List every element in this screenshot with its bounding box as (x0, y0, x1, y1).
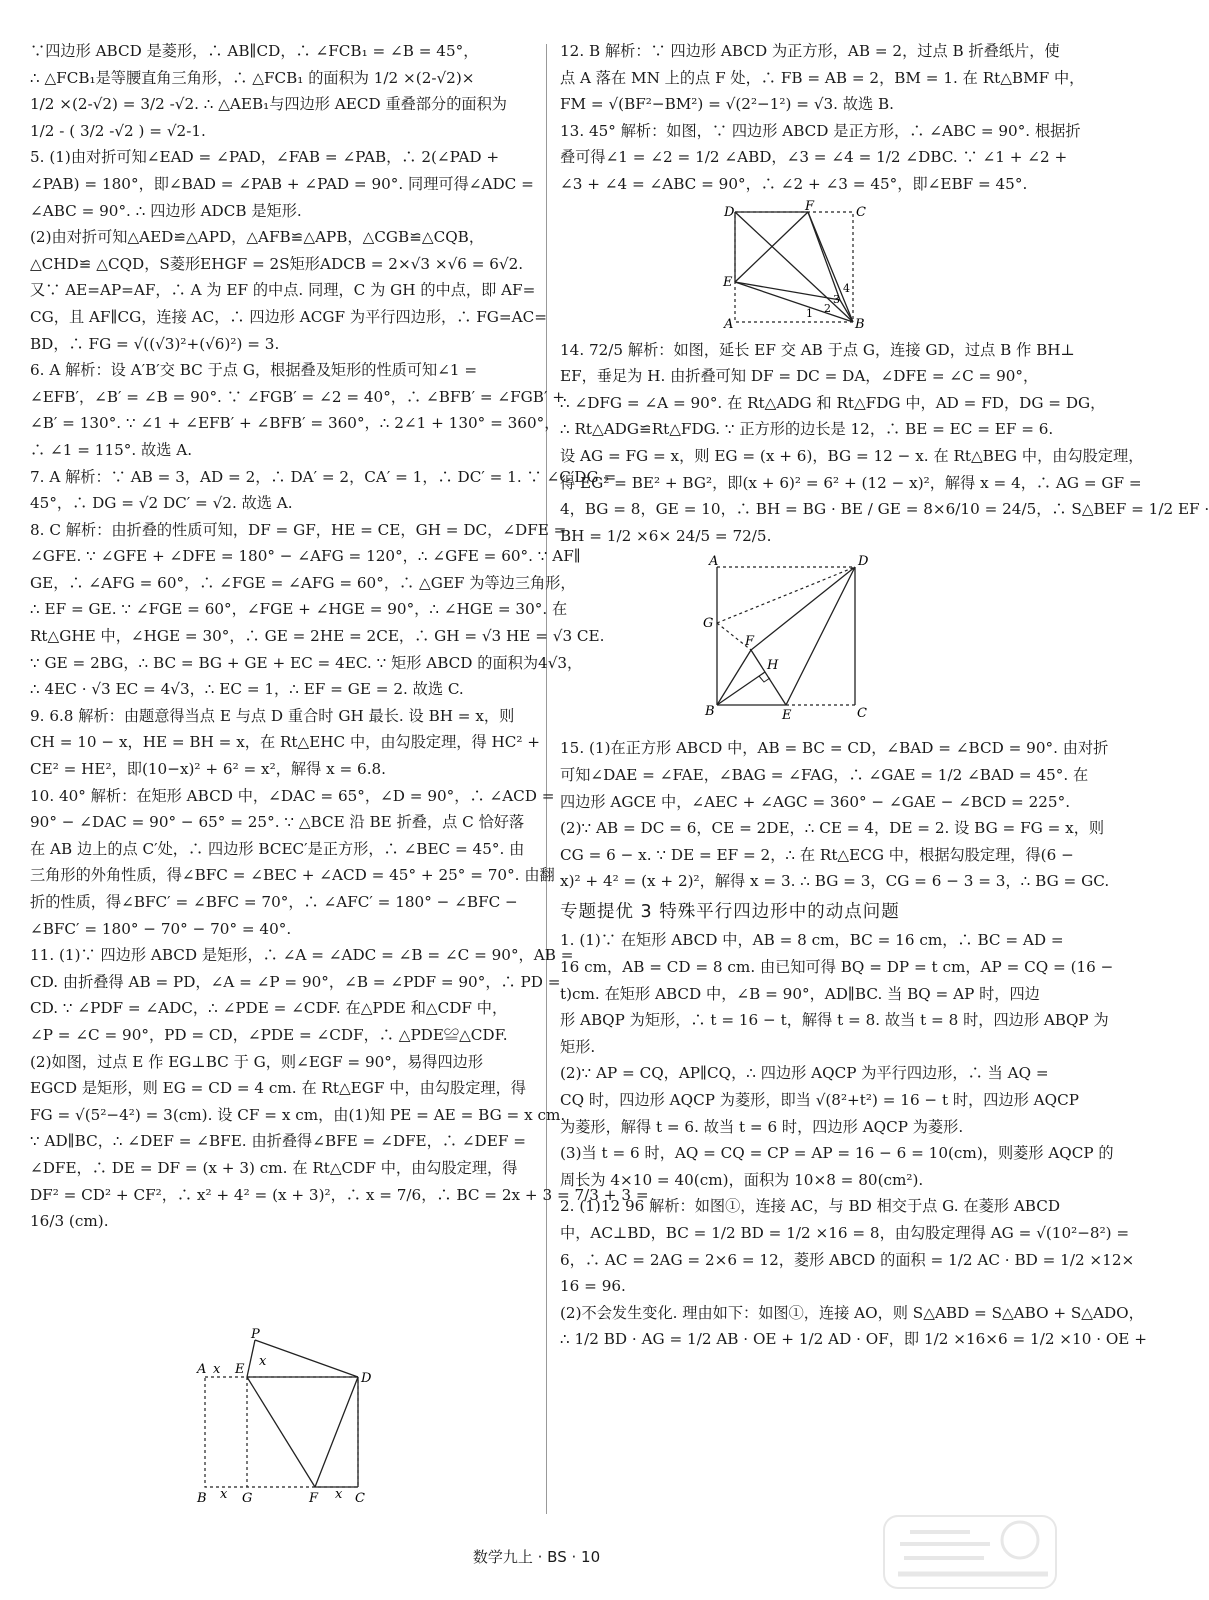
answer-14-line: BH = 1/2 ×6× 24/5 = 72/5. (560, 526, 772, 545)
fig14-label-e: E (782, 708, 792, 724)
left-text-line: ∴ ∠1 = 115°. 故选 A. (30, 440, 193, 459)
topic-3-line: 矩形. (560, 1037, 596, 1056)
answer-14-line: 4，BG = 8，GE = 10，∴ BH = BG · BE / GE = 8×6/10 = 24/5，∴ S△BEF = 1/2 EF · (560, 500, 1209, 519)
fig13-angle-4: 4 (843, 281, 850, 295)
left-text-line: CD. ∵ ∠PDF = ∠ADC，∴ ∠PDE = ∠CDF. 在△PDE 和△CDF 中， (30, 999, 508, 1018)
left-text-line: GE，∴ ∠AFG = 60°，∴ ∠FGE = ∠AFG = 60°，∴ △GEF 为等边三角形， (30, 573, 576, 592)
answer-15-line: x)² + 4² = (x + 2)²，解得 x = 3. ∴ BG = 3，CG = 6 − 3 = 3，∴ BG = GC. (560, 872, 1110, 891)
left-text-line: △CHD≌ △CQD，S菱形EHGF = 2S矩形ADCB = 2×√3 ×√6 = 6√2. (30, 254, 524, 273)
left-text-line: ∵ AD∥BC，∴ ∠DEF = ∠BFE. 由折叠得∠BFE = ∠DFE，∴ ∠DEF = (30, 1132, 526, 1151)
fig14-label-b: B (705, 704, 715, 720)
figure-14-square-fold (695, 555, 875, 725)
topic-3-line: (2)不会发生变化. 理由如下：如图①，连接 AO，则 S△ABD = S△ABO + S△ADO， (560, 1303, 1144, 1322)
topic-3-line: ∴ 1/2 BD · AG = 1/2 AB · OE + 1/2 AD · OF，即 1/2 ×16×6 = 1/2 ×10 · OE + (560, 1330, 1147, 1349)
left-text-line: 10. 40° 解析：在矩形 ABCD 中，∠DAC = 65°，∠D = 90°，∴ ∠ACD = (30, 786, 555, 805)
fig13-label-c: C (856, 204, 866, 220)
topic-3-line: 16 cm，AB = CD = 8 cm. 由已知可得 BQ = DP = t cm，AP = CQ = (16 − (560, 958, 1114, 977)
fig11-label-c: C (355, 1491, 365, 1506)
fig13-label-f: F (805, 198, 815, 214)
fig11-label-x-pe: x (259, 1354, 267, 1369)
fig13-label-a: A (724, 316, 734, 332)
fig14-label-f: F (745, 634, 755, 650)
fig11-label-b: B (197, 1491, 207, 1506)
left-text-line: ∴ △FCB₁是等腰直角三角形，∴ △FCB₁ 的面积为 1/2 ×(2-√2)× (30, 68, 475, 87)
fig11-label-p: P (251, 1327, 260, 1342)
left-text-line: ∴ EF = GE. ∵ ∠FGE = 60°，∠FGE + ∠HGE = 90°，∴ ∠HGE = 30°. 在 (30, 600, 568, 619)
topic-3-line: 形 ABQP 为矩形，∴ t = 16 − t，解得 t = 8. 故当 t = 8 时，四边形 ABQP 为 (560, 1011, 1109, 1030)
fig11-label-g: G (242, 1491, 253, 1506)
answer-15-line: (2)∵ AB = DC = 6，CE = 2DE，∴ CE = 4，DE = 2. 设 BG = FG = x，则 (560, 819, 1105, 838)
fig14-label-a: A (709, 554, 719, 570)
left-text-line: 9. 6.8 解析：由题意得当点 E 与点 D 重合时 GH 最长. 设 BH = x，则 (30, 706, 515, 725)
fig11-label-d: D (361, 1371, 372, 1386)
answer-15-line: 15. (1)在正方形 ABCD 中，AB = BC = CD，∠BAD = ∠BCD = 90°. 由对折 (560, 739, 1109, 758)
answer-15 (560, 735, 1110, 895)
page-footer: 数学九上 · BS · 10 (472, 1548, 601, 1566)
topic-3-line: 1. (1)∵ 在矩形 ABCD 中，AB = 8 cm，BC = 16 cm，∴ BC = AD = (560, 931, 1064, 950)
answer-15-line: 四边形 AGCE 中，∠AEC + ∠AGC = 360° − ∠GAE − ∠BCD = 225°. (560, 792, 1071, 811)
fig13-angle-3: 3 (833, 292, 840, 306)
left-text-line: 1/2 ×(2-√2) = 3/2 -√2. ∴ △AEB₁与四边形 AECD 重叠部分的面积为 (30, 95, 507, 114)
answer-12-13-line: FM = √(BF²−BM²) = √(2²−1²) = √3. 故选 B. (560, 95, 895, 114)
left-text-line: 5. (1)由对折可知∠EAD = ∠PAD，∠FAB = ∠PAB，∴ 2(∠PAD + (30, 148, 500, 167)
fig11-label-x-bottom-right: x (335, 1487, 343, 1502)
answer-14-line: ∴ ∠DFG = ∠A = 90°. 在 Rt△ADG 和 Rt△FDG 中，AD = FD，DG = DG， (560, 393, 1106, 412)
answer-14 (560, 337, 1209, 550)
fig11-label-f: F (309, 1491, 319, 1506)
figure-11-rectangle-fold (195, 1327, 381, 1512)
topic-3-line: 16 = 96. (560, 1277, 626, 1296)
answer-14-line: EF，垂足为 H. 由折叠可知 DF = DC = DA，∠DFE = ∠C = 90°， (560, 367, 1039, 386)
right-column (560, 38, 1209, 1353)
topic-3-line: (3)当 t = 6 时，AQ = CQ = CP = AP = 16 − 6 = 10(cm)，则菱形 AQCP 的 (560, 1144, 1114, 1163)
left-text-line: CG，且 AF∥CG，连接 AC，∴ 四边形 ACGF 为平行四边形，∴ FG=AC= (30, 307, 547, 326)
left-text-line: ∵ GE = 2BG，∴ BC = BG + GE + EC = 4EC. ∵ 矩形 ABCD 的面积为4√3， (30, 653, 583, 672)
left-text-line: Rt△GHE 中，∠HGE = 30°，∴ GE = 2HE = 2CE，∴ GH = √3 HE = √3 CE. (30, 627, 605, 646)
topic-3-line: 6，∴ AC = 2AG = 2×6 = 12，菱形 ABCD 的面积 = 1/2 AC · BD = 1/2 ×12× (560, 1250, 1135, 1269)
fig14-label-d: D (858, 554, 869, 570)
topic-3-line: 为菱形，解得 t = 6. 故当 t = 6 时，四边形 AQCP 为菱形. (560, 1117, 964, 1136)
left-text-line: 折的性质，得∠BFC′ = ∠BFC = 70°，∴ ∠AFC′ = 180° − ∠BFC − (30, 893, 518, 911)
left-text-line: DF² = CD² + CF²，∴ x² + 4² = (x + 3)²，∴ x = 7/6，∴ BC = 2x + 3 = 7/3 + 3 = (30, 1185, 649, 1204)
answer-12-13-line: 点 A 落在 MN 上的点 F 处，∴ FB = AB = 2，BM = 1. 在 Rt△BMF 中， (560, 68, 1085, 87)
left-text-line: ∠ABC = 90°. ∴ 四边形 ADCB 是矩形. (30, 201, 302, 220)
figure-13-square-fold (720, 198, 866, 332)
left-text-line: BD，∴ FG = √((√3)²+(√6)²) = 3. (30, 334, 280, 353)
fig11-label-x-top-left: x (213, 1362, 221, 1377)
left-text-line: 11. (1)∵ 四边形 ABCD 是矩形，∴ ∠A = ∠ADC = ∠B = ∠C = 90°，AB = (30, 946, 574, 965)
fig11-label-x-bottom-left: x (220, 1487, 228, 1502)
left-text-line: ∠B′ = 130°. ∵ ∠1 + ∠EFB′ + ∠BFB′ = 360°，∴ 2∠1 + 130° = 360°， (30, 414, 560, 433)
answer-12-13-line: 叠可得∠1 = ∠2 = 1/2 ∠ABD，∠3 = ∠4 = 1/2 ∠DBC. ∵ ∠1 + ∠2 + (560, 148, 1068, 167)
left-text-line: (2)由对折可知△AED≌△APD，△AFB≌△APB，△CGB≌△CQB， (30, 228, 485, 247)
fig13-angle-2: 2 (824, 301, 831, 315)
left-text-line: CE² = HE²，即(10−x)² + 6² = x²，解得 x = 6.8. (30, 760, 387, 779)
watermark-logo (880, 1510, 1060, 1594)
left-text-line: CH = 10 − x，HE = BH = x，在 Rt△EHC 中，由勾股定理，得 HC² + (30, 733, 540, 752)
left-text-line: 又∵ AE=AP=AF，∴ A 为 EF 的中点. 同理，C 为 GH 的中点，即 AF= (30, 281, 536, 300)
left-column (30, 38, 649, 1235)
left-text-line: ∠DFE，∴ DE = DF = (x + 3) cm. 在 Rt△CDF 中，由勾股定理，得 (30, 1158, 518, 1177)
fig14-label-c: C (857, 706, 867, 722)
left-text-line: FG = √(5²−4²) = 3(cm). 设 CF = x cm，由(1)知 PE = AE = BG = x cm. (30, 1105, 566, 1124)
topic-3-line: 2. (1)12 96 解析：如图①，连接 AC，与 BD 相交于点 G. 在菱形 ABCD (560, 1197, 1061, 1216)
answer-14-line: 14. 72/5 解析：如图，延长 EF 交 AB 于点 G，连接 GD，过点 B 作 BH⊥ (560, 340, 1075, 359)
left-text-line: ∠PAB) = 180°，即∠BAD = ∠PAB + ∠PAD = 90°. 同理可得∠ADC = (30, 174, 534, 193)
fig13-angle-1: 1 (806, 306, 813, 320)
fig13-label-e: E (723, 274, 733, 290)
answer-12-13-line: 12. B 解析：∵ 四边形 ABCD 为正方形，AB = 2，过点 B 折叠纸片，使 (560, 42, 1060, 60)
answer-12-13 (560, 38, 1085, 198)
left-text-line: ∠GFE. ∵ ∠GFE + ∠DFE = 180° − ∠AFG = 120°，∴ ∠GFE = 60°. ∵ AF∥ (30, 547, 581, 566)
fig11-label-a: A (197, 1362, 207, 1377)
left-text-line: CD. 由折叠得 AB = PD，∠A = ∠P = 90°，∠B = ∠PDF = 90°，∴ PD = (30, 972, 561, 991)
left-text-line: 在 AB 边上的点 C′处，∴ 四边形 BCEC′是正方形，∴ ∠BEC = 45°. 由 (30, 839, 525, 858)
left-text-line: 45°，∴ DG = √2 DC′ = √2. 故选 A. (30, 494, 293, 513)
topic-3-line: CQ 时，四边形 AQCP 为菱形，即当 √(8²+t²) = 16 − t 时，四边形 AQCP (560, 1091, 1079, 1110)
fig11-label-e: E (235, 1362, 245, 1377)
answer-15-line: 可知∠DAE = ∠FAE，∠BAG = ∠FAG，∴ ∠GAE = 1/2 ∠BAD = 45°. 在 (560, 765, 1089, 784)
left-text-line: 1/2 - ( 3/2 -√2 ) = √2-1. (30, 121, 206, 140)
answer-14-line: ∴ Rt△ADG≌Rt△FDG. ∵ 正方形的边长是 12，∴ BE = EC = EF = 6. (560, 420, 1054, 439)
section-title: 专题提优 3 特殊平行四边形中的动点问题 (560, 901, 900, 922)
answer-14-line: 设 AG = FG = x，则 EG = (x + 6)，BG = 12 − x. 在 Rt△BEG 中，由勾股定理， (560, 446, 1144, 465)
left-text-line: ∠P = ∠C = 90°，PD = CD，∠PDE = ∠CDF，∴ △PDE≌△CDF. (30, 1025, 508, 1044)
left-text-line: 6. A 解析：设 A′B′交 BC 于点 G，根据叠及矩形的性质可知∠1 = (30, 361, 478, 380)
answer-12-13-line: ∠3 + ∠4 = ∠ABC = 90°，∴ ∠2 + ∠3 = 45°，即∠EBF = 45°. (560, 174, 1028, 193)
topic-3-line: 周长为 4×10 = 40(cm)，面积为 10×8 = 80(cm²). (560, 1170, 924, 1189)
left-text-line: 7. A 解析：∵ AB = 3，AD = 2，∴ DA′ = 2，CA′ = 1，∴ DC′ = 1. ∵ ∠C′DG = (30, 467, 617, 486)
fig13-label-d: D (724, 204, 735, 220)
topic-3-line: t)cm. 在矩形 ABCD 中，∠B = 90°，AD∥BC. 当 BQ = AP 时，四边 (560, 984, 1040, 1003)
fig14-label-h: H (767, 658, 779, 674)
left-text-line: ∵四边形 ABCD 是菱形，∴ AB∥CD，∴ ∠FCB₁ = ∠B = 45°， (30, 42, 479, 60)
left-text-line: 16/3 (cm). (30, 1212, 109, 1231)
left-text-line: 三角形的外角性质，得∠BFC = ∠BEC + ∠ACD = 45° + 25° = 70°. 由翻 (30, 866, 555, 885)
left-text-line: ∠EFB′，∠B′ = ∠B = 90°. ∵ ∠FGB′ = ∠2 = 40°，∴ ∠BFB′ = ∠FGB′ + (30, 387, 565, 406)
topic-3-answers (560, 927, 1147, 1353)
left-text-line: ∴ 4EC · √3 EC = 4√3，∴ EC = 1，∴ EF = GE = 2. 故选 C. (30, 680, 464, 699)
fig13-label-b: B (855, 316, 865, 332)
left-text-line: EGCD 是矩形，则 EG = CD = 4 cm. 在 Rt△EGF 中，由勾股定理，得 (30, 1079, 526, 1098)
left-text-line: ∠BFC′ = 180° − 70° − 70° = 40°. (30, 919, 292, 938)
left-text-line: (2)如图，过点 E 作 EG⊥BC 于 G，则∠EGF = 90°，易得四边形 (30, 1052, 484, 1071)
column-divider (546, 44, 547, 1514)
left-text-line: 8. C 解析：由折叠的性质可知，DF = GF，HE = CE，GH = DC，∠DFE = (30, 520, 567, 539)
answer-15-line: CG = 6 − x. ∵ DE = EF = 2，∴ 在 Rt△ECG 中，根据勾股定理，得(6 − (560, 845, 1074, 864)
fig14-label-g: G (703, 616, 714, 632)
left-text-line: 90° − ∠DAC = 90° − 65° = 25°. ∵ △BCE 沿 BE 折叠，点 C 恰好落 (30, 813, 525, 832)
answer-12-13-line: 13. 45° 解析：如图，∵ 四边形 ABCD 是正方形，∴ ∠ABC = 90°. 根据折 (560, 121, 1081, 140)
answer-14-line: 得 EG² = BE² + BG²，即(x + 6)² = 6² + (12 − x)²，解得 x = 4，∴ AG = GF = (560, 473, 1142, 492)
topic-3-line: (2)∵ AP = CQ，AP∥CQ，∴ 四边形 AQCP 为平行四边形，∴ 当 AQ = (560, 1064, 1049, 1083)
topic-3-line: 中，AC⊥BD，BC = 1/2 BD = 1/2 ×16 = 8，由勾股定理得 AG = √(10²−8²) = (560, 1224, 1130, 1242)
